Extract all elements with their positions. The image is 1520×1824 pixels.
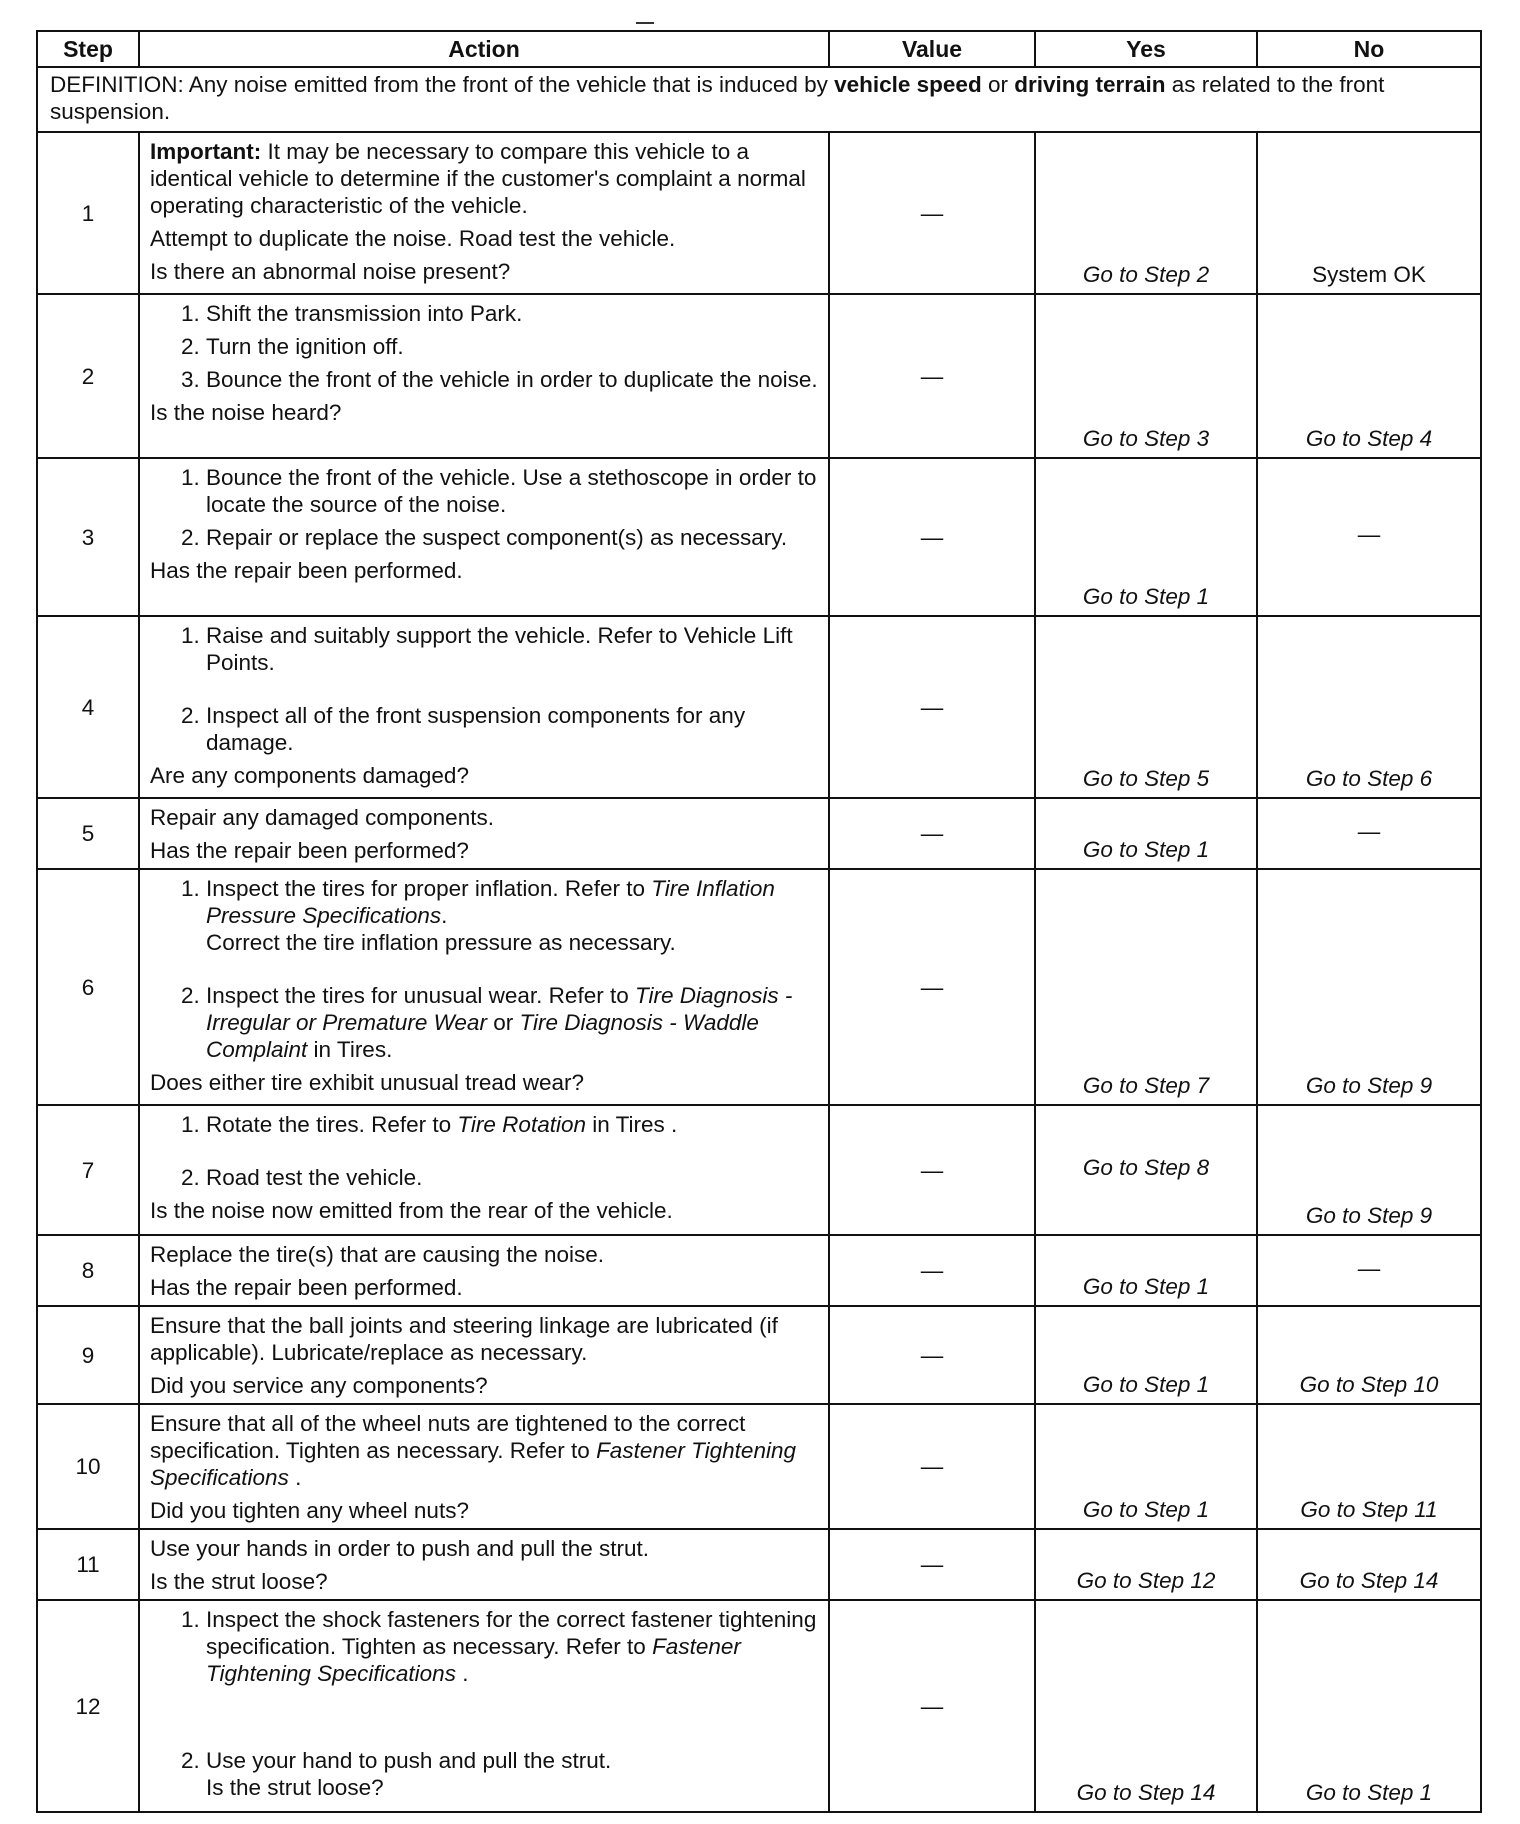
value-cell: — (829, 1105, 1035, 1235)
reference-link[interactable]: Tire Diagnosis - Irregular or Premature Wear (206, 983, 793, 1035)
table-row (37, 1105, 1481, 1235)
yes-cell: Go to Step 12 (1035, 1529, 1257, 1600)
question: Has the repair been performed. (150, 558, 463, 583)
question: Did you service any components? (150, 1373, 488, 1398)
value-cell: — (829, 1600, 1035, 1812)
question: Are any components damaged? (150, 763, 469, 788)
value-cell: — (829, 798, 1035, 869)
step-number: 4 (37, 616, 139, 798)
action-cell: 1. Inspect the tires for proper inflation. Refer to Tire Inflation Pressure Specifications. Correct the tire inflation pressure as necessary. 2. Inspect the tires for unusual wear. Refer to Tire Diagnosis - Irregular or Premature Wear or Tire Diagnosis - Waddle Complaint in Tires. Does either tire exhibit unusual tread wear? (139, 869, 829, 1105)
question: Is the strut loose? (150, 1569, 328, 1594)
no-cell: Go to Step 1 (1257, 1600, 1481, 1812)
step-number: 3 (37, 458, 139, 616)
reference-link[interactable]: Tire Diagnosis - Waddle Complaint (206, 1010, 759, 1062)
no-cell: — (1257, 798, 1481, 869)
step-number: 11 (37, 1529, 139, 1600)
table-row (37, 1235, 1481, 1306)
yes-cell: Go to Step 2 (1035, 132, 1257, 294)
question: Is the noise now emitted from the rear of the vehicle. (150, 1198, 673, 1223)
no-cell: Go to Step 9 (1257, 1105, 1481, 1235)
definition-row (37, 67, 1481, 132)
step-number: 9 (37, 1306, 139, 1404)
value-cell: — (829, 294, 1035, 458)
no-cell: Go to Step 11 (1257, 1404, 1481, 1529)
value-cell: — (829, 1404, 1035, 1529)
action-cell: Ensure that all of the wheel nuts are tightened to the correct specification. Tighten as necessary. Refer to Fastener Tightening Specifications . Did you tighten any wheel nuts? (139, 1404, 829, 1529)
table-row (37, 1404, 1481, 1529)
value-cell: — (829, 869, 1035, 1105)
table-row (37, 1529, 1481, 1600)
header-action: Action (139, 31, 829, 67)
header-yes: Yes (1035, 31, 1257, 67)
value-cell: — (829, 1529, 1035, 1600)
table-row (37, 798, 1481, 869)
reference-link[interactable]: Tire Rotation (457, 1112, 586, 1137)
step-number: 5 (37, 798, 139, 869)
value-cell: — (829, 1306, 1035, 1404)
action-cell: Repair any damaged components. Has the repair been performed? (139, 798, 829, 869)
question: Has the repair been performed. (150, 1275, 463, 1300)
yes-cell: Go to Step 5 (1035, 616, 1257, 798)
value-cell: — (829, 132, 1035, 294)
question: Does either tire exhibit unusual tread wear? (150, 1070, 584, 1095)
yes-cell: Go to Step 14 (1035, 1600, 1257, 1812)
step-number: 8 (37, 1235, 139, 1306)
table-row (37, 294, 1481, 458)
step-number: 12 (37, 1600, 139, 1812)
question: Did you tighten any wheel nuts? (150, 1498, 469, 1523)
header-row (37, 31, 1481, 67)
no-cell: System OK (1257, 132, 1481, 294)
value-cell: — (829, 458, 1035, 616)
step-number: 1 (37, 132, 139, 294)
action-cell: Important: It may be necessary to compare this vehicle to a identical vehicle to determine if the customer's complaint a normal operating characteristic of the vehicle. Attempt to duplicate the noise. Road test the vehicle. Is there an abnormal noise present? (139, 132, 829, 294)
header-value: Value (829, 31, 1035, 67)
step-number: 10 (37, 1404, 139, 1529)
yes-cell: Go to Step 1 (1035, 1235, 1257, 1306)
no-cell: Go to Step 4 (1257, 294, 1481, 458)
action-cell: 1. Rotate the tires. Refer to Tire Rotation in Tires . 2. Road test the vehicle. Is the noise now emitted from the rear of the vehicle. (139, 1105, 829, 1235)
reference-link[interactable]: Fastener Tightening Specifications (206, 1634, 741, 1686)
action-cell: Use your hands in order to push and pull the strut. Is the strut loose? (139, 1529, 829, 1600)
action-cell: 1. Inspect the shock fasteners for the correct fastener tightening specification. Tighten as necessary. Refer to Fastener Tightening Specifications . 2. Use your hand to push and pull the strut. Is the strut loose? (139, 1600, 829, 1812)
yes-cell: Go to Step 1 (1035, 1404, 1257, 1529)
yes-cell: Go to Step 8 (1035, 1105, 1257, 1235)
table-row (37, 616, 1481, 798)
table-row (37, 1306, 1481, 1404)
step-number: 7 (37, 1105, 139, 1235)
action-cell: Replace the tire(s) that are causing the noise. Has the repair been performed. (139, 1235, 829, 1306)
table-row (37, 869, 1481, 1105)
no-cell: — (1257, 458, 1481, 616)
table-row (37, 1600, 1481, 1812)
action-cell: 1. Raise and suitably support the vehicle. Refer to Vehicle Lift Points. 2. Inspect all of the front suspension components for any damage. Are any components damaged? (139, 616, 829, 798)
question: Is the noise heard? (150, 400, 342, 425)
header-step: Step (37, 31, 139, 67)
table-row (37, 132, 1481, 294)
reference-link[interactable]: Tire Inflation Pressure Specifications (206, 876, 775, 928)
diagnostic-sheet (36, 30, 1480, 1813)
no-cell: — (1257, 1235, 1481, 1306)
question: Is there an abnormal noise present? (150, 259, 511, 284)
action-cell: Ensure that the ball joints and steering linkage are lubricated (if applicable). Lubricate/replace as necessary. Did you service any components? (139, 1306, 829, 1404)
value-cell: — (829, 1235, 1035, 1306)
step-number: 2 (37, 294, 139, 458)
scan-mark (636, 22, 654, 24)
no-cell: Go to Step 6 (1257, 616, 1481, 798)
yes-cell: Go to Step 1 (1035, 1306, 1257, 1404)
reference-link[interactable]: Fastener Tightening Specifications (150, 1438, 796, 1490)
action-cell: 1. Bounce the front of the vehicle. Use a stethoscope in order to locate the source of the noise. 2. Repair or replace the suspect component(s) as necessary. Has the repair been performed. (139, 458, 829, 616)
definition-cell: DEFINITION: Any noise emitted from the front of the vehicle that is induced by vehicle speed or driving terrain as related to the front suspension. (37, 67, 1481, 132)
question: Has the repair been performed? (150, 838, 469, 863)
action-cell: 1. Shift the transmission into Park. 2. Turn the ignition off. 3. Bounce the front of the vehicle in order to duplicate the noise. Is the noise heard? (139, 294, 829, 458)
no-cell: Go to Step 9 (1257, 869, 1481, 1105)
yes-cell: Go to Step 3 (1035, 294, 1257, 458)
question: Is the strut loose? (206, 1775, 384, 1800)
table-row (37, 458, 1481, 616)
diagnostic-table (36, 30, 1482, 1813)
yes-cell: Go to Step 7 (1035, 869, 1257, 1105)
no-cell: Go to Step 10 (1257, 1306, 1481, 1404)
no-cell: Go to Step 14 (1257, 1529, 1481, 1600)
value-cell: — (829, 616, 1035, 798)
yes-cell: Go to Step 1 (1035, 458, 1257, 616)
step-number: 6 (37, 869, 139, 1105)
header-no: No (1257, 31, 1481, 67)
yes-cell: Go to Step 1 (1035, 798, 1257, 869)
